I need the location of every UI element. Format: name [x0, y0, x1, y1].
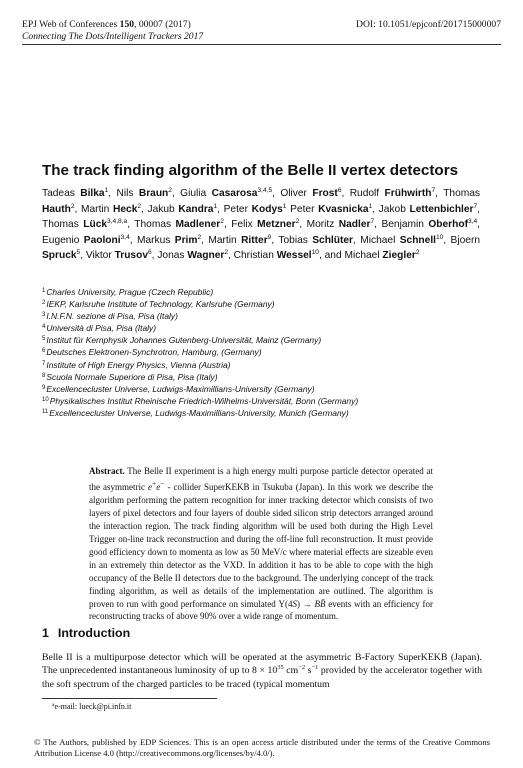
affiliation-item [42, 334, 482, 346]
affiliation-text: I.N.F.N. sezione di Pisa, Pisa (Italy) [46, 311, 178, 322]
affiliation-text: Excellencecluster Universe, Ludwigs-Maximillians-University, Munich (Germany) [49, 407, 349, 418]
affiliation-number: 6 [42, 348, 46, 355]
doi-link[interactable]: DOI: 10.1051/epjconf/201715000007 [356, 19, 501, 30]
conference-name: Connecting The Dots/Intelligent Trackers 2017 [22, 31, 204, 42]
journal-volume: 150 [119, 19, 135, 30]
affiliation-item [42, 346, 482, 358]
affiliation-text: Excellencecluster Universe, Ludwigs-Maximillians-University (Germany) [46, 383, 315, 394]
affiliation-item [42, 298, 482, 310]
footnote-rule [42, 698, 217, 699]
affiliation-item [42, 383, 482, 395]
affiliation-number: 4 [42, 324, 46, 331]
abstract-label: Abstract. [89, 466, 125, 476]
affiliation-text: Scuola Normale Superiore di Pisa, Pisa (Italy) [46, 371, 218, 382]
footnote-text[interactable]: e-mail: lueck@pi.infn.it [54, 702, 132, 711]
affiliation-number: 2 [42, 300, 46, 307]
affiliation-number: 3 [42, 312, 46, 319]
affiliation-text: IEKP, Karlsruhe Institute of Technology, Karlsruhe (Germany) [46, 299, 275, 310]
license-notice: © The Authors, published by EDP Sciences. This is an open access article distributed under the terms of the Creative Commons Attribution License 4.0 (http://creativecommons.org/licenses/by/4.0/). [34, 737, 490, 759]
author-list: Tadeas Bilka$^1$, Nils Braun$^2$, Giulia Casarosa$^{3,4,5}$, Oliver Frost$^6$, Rudolf Frühwirth$^7$, Thomas Hauth$^2$, Martin Heck$^2$, Jakub Kandra$^1$, Peter Kodys$^1$ Peter Kvasnicka$^1$, Jakob Lettenbichler$^7$, Thomas Lück$^{3,4,8,a}$, Thomas Madlener$^2$, Felix Metzner$^2$, Moritz Nadler$^7$, Benjamin Oberhof$^{3,4}$, Eugenio Paoloni$^{3,4}$, Markus Prim$^2$, Martin Ritter$^9$, Tobias Schlüter, Michael Schnell$^{10}$, Bjoern Spruck$^5$, Viktor Trusov$^6$, Jonas Wagner$^2$, Christian Wessel$^{10}$, and Michael Ziegler$^2$ [42, 187, 481, 262]
section-title: Introduction [57, 626, 131, 640]
footnote-email [52, 702, 131, 711]
affiliation-number: 11 [42, 408, 49, 415]
affiliation-item [42, 310, 482, 322]
affiliation-item [42, 286, 482, 298]
journal-name: EPJ Web of Conferences [22, 19, 118, 30]
affiliation-number: 1 [42, 288, 46, 294]
affiliation-text: Institut für Kernphysik Johannes Gutenberg-Universität, Mainz (Germany) [46, 335, 322, 346]
abstract-text: The Belle II experiment is a high energy multi purpose particle detector operated at the asymmetric e+e− - collider SuperKEKB in Tsukuba (Japan). In this work we describe the algorithm performing the pattern recognition for inner tracking detector which consists of two layers of pixel detectors and four layers of double sided silicon strip detectors arranged around the interaction region. The track finding algorithm will be used both during the High Level Trigger on-line track reconstruction and during the off-line full reconstruction. It must provide good efficiency down to momenta as low as 50 MeV/c where material effects are sizeable even in an extremely thin detector as the VXD. In addition it has to be able to cope with the high occupancy of the Belle II detectors due to the background. The underlying concept of the track finding algorithm, as well as details of the implementation are outlined. The algorithm is proven to run with good performance on simulated Υ(4S) → BB̄ events with an efficiency for reconstructing tracks of above 90% over a wide range of momentum. [89, 466, 433, 622]
section-heading-introduction [42, 626, 130, 640]
abstract [89, 465, 433, 623]
affiliation-text: Deutsches Elektronen-Synchrotron, Hamburg, (Germany) [46, 347, 262, 358]
affiliation-item [42, 359, 482, 371]
paper-title: The track finding algorithm of the Belle II vertex detectors [42, 162, 459, 179]
affiliation-item [42, 395, 482, 407]
footnote-mark: a [52, 702, 55, 708]
affiliation-number: 7 [42, 360, 46, 367]
running-header-journal [22, 19, 191, 30]
section-number: 1 [42, 626, 49, 640]
affiliation-number: 8 [42, 372, 46, 379]
affiliation-item [42, 407, 482, 419]
header-rule [22, 44, 501, 45]
affiliation-list [42, 286, 482, 419]
affiliation-text: Physikalisches Institut Rheinische Friedrich-Wilhelms-Universität, Bonn (Germany) [49, 395, 359, 406]
introduction-paragraph: Belle II is a multipurpose detector which will be operated at the asymmetric B-Factory SuperKEKB (Japan). The unprecedented instantaneous luminosity of up to $8 \times 10^{35}$ $cm^{-2}$ $s^{-1}$ provided by the accelerator together with the soft spectrum of the charged particles to be traced (typical momentum [42, 652, 482, 690]
affiliation-number: 9 [42, 384, 46, 391]
affiliation-number: 10 [42, 396, 49, 403]
affiliation-text: Università di Pisa, Pisa (Italy) [46, 323, 157, 334]
affiliation-item [42, 371, 482, 383]
article-number: , 00007 (2017) [134, 19, 191, 30]
affiliation-number: 5 [42, 336, 46, 343]
affiliation-text: Institute of High Energy Physics, Vienna (Austria) [46, 359, 231, 370]
affiliation-item [42, 322, 482, 334]
affiliation-text: Charles University, Prague (Czech Republic) [46, 287, 214, 297]
